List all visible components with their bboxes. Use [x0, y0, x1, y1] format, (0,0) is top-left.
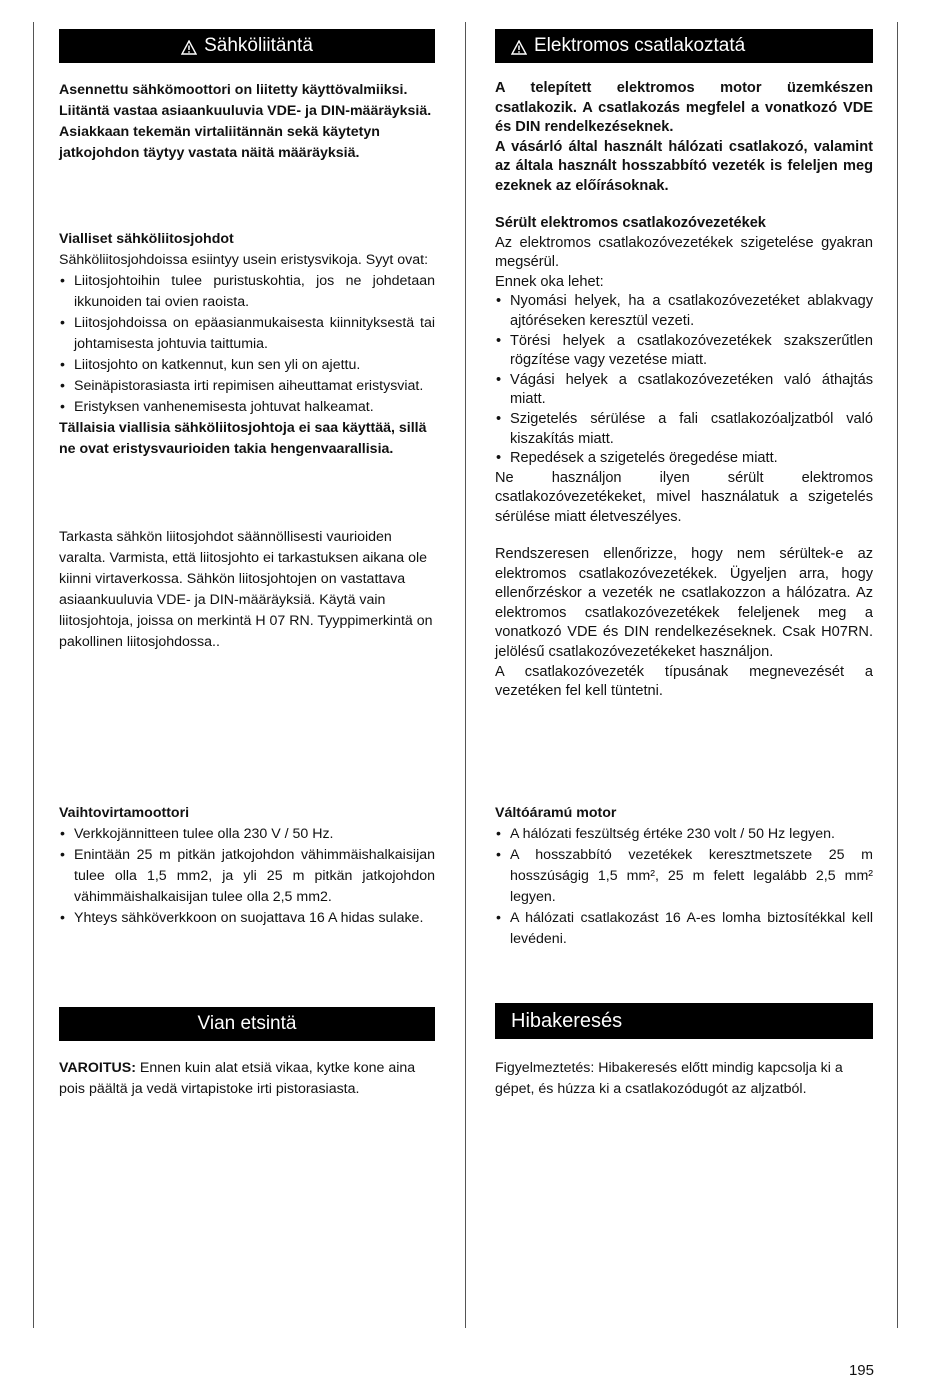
right-trouble-title: Hibakeresés — [511, 1009, 623, 1032]
left-intro-line-2: Liitäntä vastaa asiaankuuluvia VDE- ja DIN-määräyksiä. — [59, 103, 432, 119]
left-defects-section — [59, 229, 435, 460]
left-ac-list — [59, 824, 435, 929]
list-item: • Repedések a szigetelés öregedése miatt. — [495, 449, 873, 469]
warning-icon — [181, 40, 197, 55]
left-intro-line-3: Asiakkaan tekemän virtaliitännän sekä käytetyn jatkojohdon täytyy vastata näitä määräyksiä. — [59, 124, 380, 161]
list-item: • A hálózati feszültség értéke 230 volt / 50 Hz legyen. — [495, 824, 873, 845]
right-trouble-title-bar — [495, 1003, 873, 1039]
left-trouble-title: Vian etsintä — [197, 1013, 297, 1034]
right-trouble-text: Figyelmeztetés: Hibakeresés előtt mindig kapcsolja ki a gépet, és húzza ki a csatlakozódugót az aljzatból. — [495, 1060, 843, 1097]
right-ac-list — [495, 824, 873, 950]
right-check-text-2: A csatlakozóvezeték típusának megnevezését a vezetéken fel kell tüntetni. — [495, 663, 873, 700]
list-item: • Verkkojännitteen tulee olla 230 V / 50 Hz. — [59, 824, 435, 845]
left-ac-heading: Vaihtovirtamoottori — [59, 805, 190, 821]
left-defects-text: Sähköliitosjohdoissa esiintyy usein eristysvikoja. Syyt ovat: — [59, 252, 429, 268]
list-item: • Yhteys sähköverkkoon on suojattava 16 A hidas sulake. — [59, 908, 435, 929]
left-trouble-text: Ennen kuin alat etsiä vikaa, kytke kone aina pois päältä ja vedä virtapistoke irti pistorasiasta. — [59, 1060, 416, 1097]
page-number: 195 — [848, 1362, 874, 1379]
right-defects-heading: Sérült elektromos csatlakozóvezetékek — [495, 215, 766, 231]
list-item: • Nyomási helyek, ha a csatlakozóvezetéket ablakvagy ajtóréseken keresztül vezeti. — [495, 292, 873, 331]
left-intro-line-1: Asennettu sähkömoottori on liitetty käyttövalmiiksi. — [59, 82, 408, 98]
list-item: • Vágási helyek a csatlakozóvezetéken való áthajtás miatt. — [495, 371, 873, 410]
left-check-text: Tarkasta sähkön liitosjohdot säännöllisesti vaurioiden varalta. Varmista, että liitosjohto ei tarkastuksen aikana ole kiinni virtaverkossa. Sähkön liitosjohtojen on vastattava asiaankuuluvia VDE- ja DIN-määräyksiä. Käytä vain liitosjohtoja, joissa on merkintä H 07 RN. Tyyppimerkintä on pakollinen liitosjohdossa.. — [59, 529, 433, 650]
right-intro-line-2: A vásárló által használt hálózati csatlakozó, valamint az általa használt hosszabbító vezeték is feleljen meg ezeknek az előírásoknak. — [495, 138, 873, 194]
right-intro-line-1: A telepített elektromos motor üzemkészen csatlakozik. A csatlakozás megfelel a vonatkozó VDE és DIN rendelkezéseknek. — [495, 80, 873, 136]
right-defects-list — [495, 292, 873, 468]
center-column-rule — [465, 22, 466, 1328]
list-item: • Eristyksen vanhenemisesta johtuvat halkeamat. — [59, 397, 435, 418]
left-trouble-text-block — [59, 1058, 437, 1100]
left-trouble-label: VAROITUS: — [59, 1060, 136, 1076]
left-defects-warning: Tällaisia viallisia sähköliitosjohtoja ei saa käyttää, sillä ne ovat eristysvaurioiden takia hengenvaarallisia. — [59, 420, 427, 457]
left-defects-heading: Vialliset sähköliitosjohdot — [59, 231, 234, 247]
list-item: • A hosszabbító vezetékek keresztmetszete 25 m hosszúságig 1,5 mm², 25 m felett legalább 2,5 mm² legyen. — [495, 845, 873, 908]
right-ac-heading: Váltóáramú motor — [495, 805, 617, 821]
right-check-section — [495, 545, 873, 702]
right-margin-rule — [897, 22, 898, 1328]
list-item: • Enintään 25 m pitkän jatkojohdon vähimmäishalkaisijan tulee olla 1,5 mm2, ja yli 25 m pitkän jatkojohdon vähimmäishalkaisijan tulee olla 2,5 mm2. — [59, 845, 435, 908]
right-section-title-bar — [495, 29, 873, 63]
right-check-text: Rendszeresen ellenőrizze, hogy nem sérültek-e az elektromos csatlakozóvezetékek. Ügyeljen arra, hogy ellenőrzéskor a vezeték ne csatlakozzon a hálózatra. Az elektromos csatlakozóvezetékek feleljenek meg a vonatkozó VDE és DIN rendelkezéseknek. Csak H07RN. jelölésű csatlakozóvezetékeket használjon. — [495, 546, 873, 660]
list-item: • Törési helyek a csatlakozóvezetékek szakszerűtlen rögzítése vagy vezetése miatt. — [495, 332, 873, 371]
list-item: • A hálózati csatlakozást 16 A-es lomha biztosítékkal kell levédeni. — [495, 908, 873, 950]
left-section-title-bar — [59, 29, 435, 63]
right-defects-text-1: Az elektromos csatlakozóvezetékek szigetelése gyakran megsérül. — [495, 234, 873, 271]
right-section-title: Elektromos csatlakoztatá — [534, 35, 746, 56]
left-margin-rule — [33, 22, 34, 1328]
right-defects-section — [495, 214, 873, 528]
warning-icon — [511, 40, 527, 55]
right-intro — [495, 79, 873, 197]
list-item: • Liitosjohto on katkennut, kun sen yli on ajettu. — [59, 355, 435, 376]
right-defects-text-2: Ennek oka lehet: — [495, 273, 604, 290]
list-item: • Seinäpistorasiasta irti repimisen aiheuttamat eristysviat. — [59, 376, 435, 397]
list-item: • Liitosjohdoissa on epäasianmukaisesta kiinnityksestä tai johtamisesta johtuvia taittumia. — [59, 313, 435, 355]
left-ac-section — [59, 803, 435, 929]
list-item: • Liitosjohtoihin tulee puristuskohtia, jos ne johdetaan ikkunoiden tai ovien raoista. — [59, 271, 435, 313]
left-section-title: Sähköliitäntä — [204, 35, 313, 56]
left-trouble-title-bar — [59, 1007, 435, 1041]
left-defects-list — [59, 271, 435, 418]
left-intro — [59, 80, 435, 164]
list-item: • Szigetelés sérülése a fali csatlakozóaljzatból való kiszakítás miatt. — [495, 410, 873, 449]
right-defects-after: Ne használjon ilyen sérült elektromos csatlakozóvezetékeket, mivel használatuk a szigetelés sérülése miatt életveszélyes. — [495, 469, 873, 525]
right-ac-section — [495, 803, 873, 950]
